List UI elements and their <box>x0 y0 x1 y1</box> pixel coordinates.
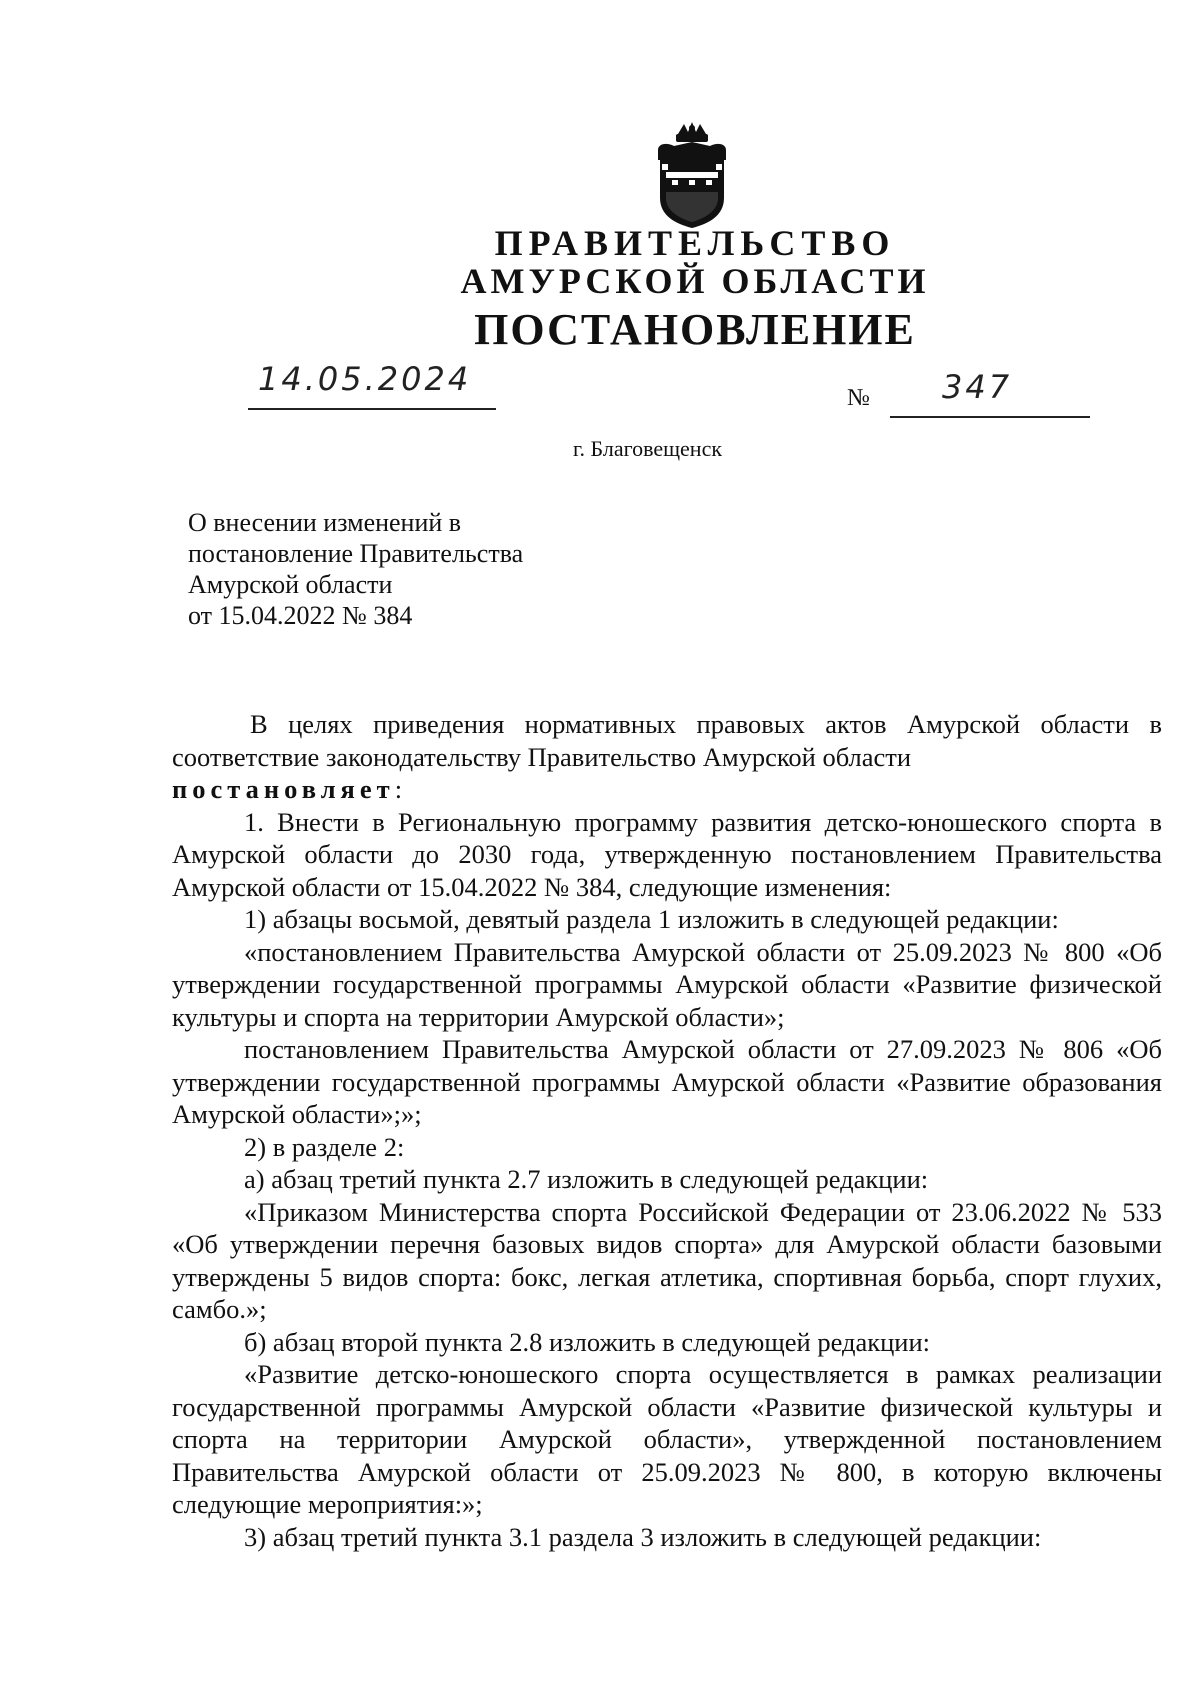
number-label: № <box>847 385 870 411</box>
paragraph-2b: б) абзац второй пункта 2.8 изложить в следующей редакции: <box>244 1326 931 1357</box>
quoted-paragraph: «постановлением Правительства Амурской области от 25.09.2023 № 800 «Об утверждении государственной программы Амурской области «Развитие физической культуры и спорта на территории Амурской области»; <box>172 936 1162 1032</box>
document-type-title: ПОСТАНОВЛЕНИЕ <box>474 305 916 354</box>
preamble-paragraph: В целях приведения нормативных правовых актов Амурской области в соответствие законодательству Правительство Амурской области <box>172 709 1162 772</box>
handwritten-number: 347 <box>942 368 1013 406</box>
subject-line: Амурской области <box>188 570 393 599</box>
resolves-colon: : <box>394 774 403 804</box>
subject-line: О внесении изменений в <box>188 508 462 537</box>
paragraph-2: 2) в разделе 2: <box>244 1131 405 1162</box>
coat-of-arms-emblem <box>648 120 736 230</box>
date-field <box>248 358 496 410</box>
resolves-word: постановляет <box>172 774 395 804</box>
government-title-line1: ПРАВИТЕЛЬСТВО <box>494 223 896 263</box>
handwritten-date: 14.05.2024 <box>258 360 472 398</box>
quoted-paragraph: «Приказом Министерства спорта Российской Федерации от 23.06.2022 № 533 «Об утверждении перечня базовых видов спорта» для Амурской области базовыми утверждены 5 видов спорта: бокс, легкая атлетика, спортивная борьба, спорт глухих, самбо.»; <box>172 1196 1162 1324</box>
document-body <box>172 708 1162 1553</box>
city-line: г. Благовещенск <box>572 436 723 461</box>
paragraph-1: 1. Внести в Региональную программу развития детско-юношеского спорта в Амурской области до 2030 года, утвержденную постановлением Правительства Амурской области от 15.04.2022 № 384, следующие изменения: <box>172 806 1162 902</box>
subject-block <box>188 507 708 631</box>
quoted-paragraph: постановлением Правительства Амурской области от 27.09.2023 № 806 «Об утверждении государственной программы Амурской области «Развитие образования Амурской области»;»; <box>172 1034 1162 1129</box>
paragraph-3: 3) абзац третий пункта 3.1 раздела 3 изложить в следующей редакции: <box>244 1521 1042 1552</box>
subject-line: от 15.04.2022 № 384 <box>188 601 413 630</box>
government-title-line2: АМУРСКОЙ ОБЛАСТИ <box>460 261 930 301</box>
paragraph-1-1: 1) абзацы восьмой, девятый раздела 1 изложить в следующей редакции: <box>244 904 1059 934</box>
number-field <box>890 366 1090 418</box>
paragraph-2a: а) абзац третий пункта 2.7 изложить в следующей редакции: <box>244 1164 929 1194</box>
subject-line: постановление Правительства <box>188 539 524 568</box>
resolves-line <box>172 773 1162 806</box>
quoted-paragraph: «Развитие детско-юношеского спорта осуществляется в рамках реализации государственной программы Амурской области «Развитие физической культуры и спорта на территории Амурской области», утвержденной постановлением Правительства Амурской области от 25.09.2023 № 800, в которую включены следующие мероприятия:»; <box>172 1359 1162 1519</box>
